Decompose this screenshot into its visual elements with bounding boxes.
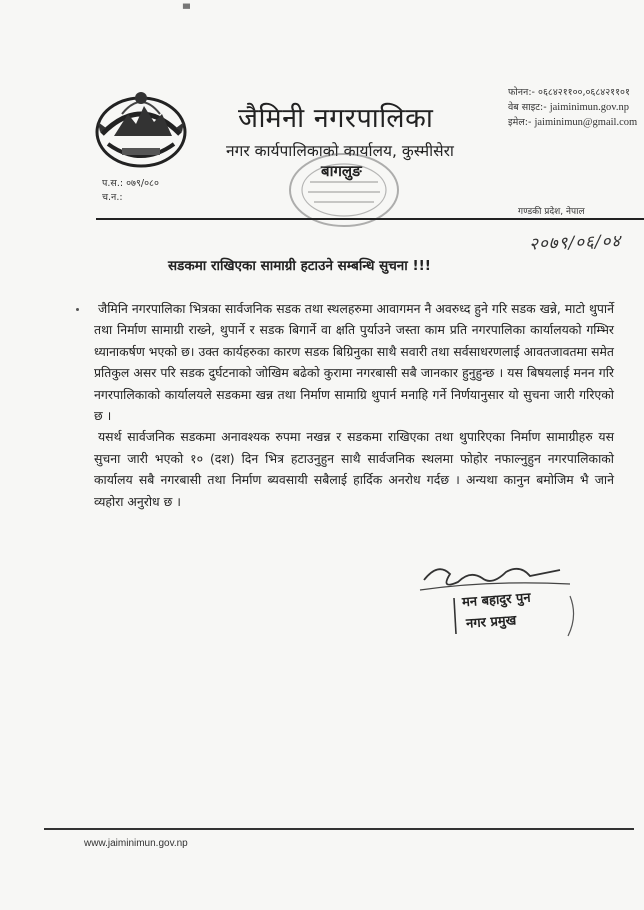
contact-block bbox=[508, 85, 637, 130]
phone-value: ०६८४२११००,०६८४२११०१ bbox=[538, 87, 630, 98]
phone-label: फोनन:- bbox=[508, 87, 535, 98]
email-label: इमेल:- bbox=[508, 117, 532, 128]
signatory-name: मन बहादुर पुन bbox=[461, 590, 532, 611]
phone-line bbox=[508, 85, 637, 100]
body-paragraph-1: जैमिनि नगरपालिका भित्रका सार्वजनिक सडक तथा स्थलहरुमा आवागमन नै अवरुध्द हुने गरि सडक खन्ने, माटो थुपार्ने तथा निर्माण सामाग्री राख्ने, थुपार्ने र सडक बिगार्ने वा क्षति पुर्याउने जस्ता काम प्रति नगरपालिका कार्यालयको गम्भिर ध्यानाकर्षण भएको छ। उक्त कार्यहरुका कारण सडक बिग्रिनुका साथै सवारी तथा सर्वसाधरणलाई आवतजावतमा समेत प्रतिकुल असर परि सडक दुर्घटनाको जोखिम बढेको कुरामा नगरबासी सबै जानकार हुनुहुन्छ । यस बिषयलाई मनन गरि नगरपालिकाको कार्यालयले सडकमा खन्न तथा निर्माण सामाग्रि थुपार्न मनाहि गर्ने निर्णयानुसार यो सुचना जारी गरिएको छ । bbox=[94, 301, 614, 424]
scan-mark: ▀ bbox=[183, 5, 190, 15]
reference-block bbox=[102, 177, 159, 205]
footer-divider bbox=[44, 828, 634, 830]
web-line bbox=[508, 100, 637, 115]
header-divider bbox=[96, 218, 644, 220]
province-label: गण्डकी प्रदेश, नेपाल bbox=[518, 207, 585, 217]
notice-subject: सडकमा राखिएका सामाग्री हटाउने सम्बन्धि सुचना !!! bbox=[168, 258, 431, 274]
org-district: बागलुङ bbox=[321, 162, 362, 180]
notice-body bbox=[94, 298, 614, 512]
margin-dot bbox=[76, 308, 79, 311]
web-label: वेब साइट:- bbox=[508, 102, 547, 113]
ref-chn: च.न.: bbox=[102, 192, 123, 203]
footer-website: www.jaiminimun.gov.np bbox=[84, 838, 188, 849]
web-value: jaiminimun.gov.np bbox=[549, 102, 629, 113]
nepal-emblem-logo bbox=[92, 84, 190, 170]
email-value: jaiminimun@gmail.com bbox=[534, 117, 638, 128]
org-office: नगर कार्यपालिकाको कार्यालय, कुस्मीसेरा bbox=[226, 142, 454, 160]
ref-ps: प.स.: ०७९/०८० bbox=[102, 178, 159, 189]
handwritten-date: २०७९/०६/०४ bbox=[528, 231, 622, 255]
body-paragraph-2: यसर्थ सार्वजनिक सडकमा अनावश्यक रुपमा नखन्न र सडकमा राखिएका तथा थुपारिएका निर्माण सामाग्रीहरु यस सुचना जारी भएको १० (दश) दिन भित्र हटाउनुहुन साथै सार्वजनिक स्थलमा फोहोर नफाल्नुहुन नगरपालिकाको कार्यालय सबै नगरबासी तथा निर्माण ब्यवसायी सबैलाई हार्दिक अनरोध गर्दछ । अन्यथा कानुन बमोजिम भै जाने व्यहोरा अनुरोध छ । bbox=[94, 429, 614, 509]
email-line bbox=[508, 115, 637, 130]
signatory-title: नगर प्रमुख bbox=[465, 613, 517, 632]
org-name: जैमिनी नगरपालिका bbox=[238, 103, 434, 134]
